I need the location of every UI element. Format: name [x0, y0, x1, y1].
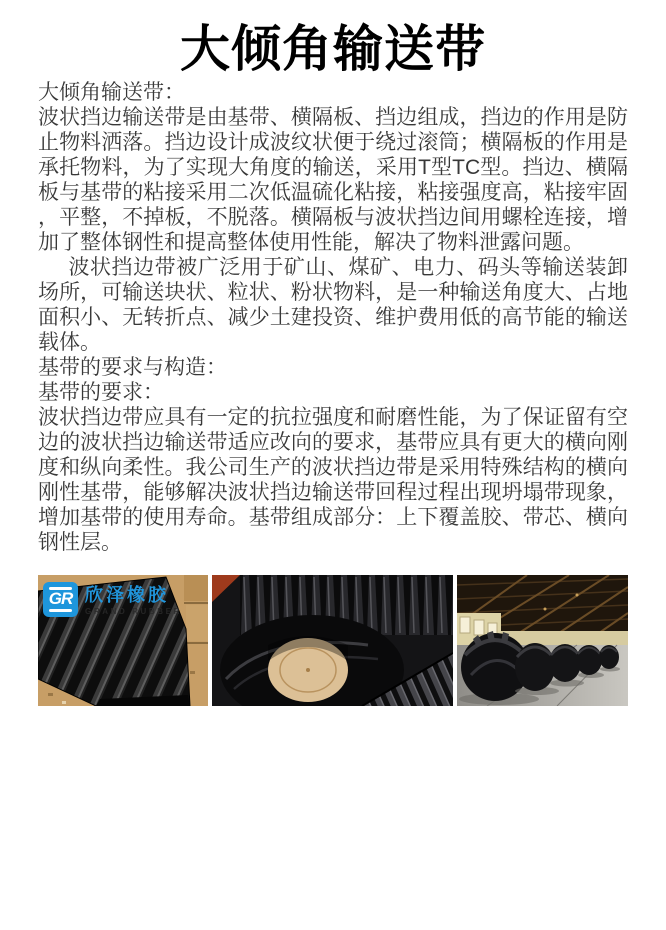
brand-name-chinese: 欣泽橡胶: [85, 585, 169, 605]
photo-coiled-belt-closeup: [212, 575, 453, 706]
brand-name-english: GRAND RUBBER: [85, 607, 182, 616]
brand-logo-icon: [43, 582, 78, 617]
brand-watermark: [43, 582, 182, 617]
warehouse-art: [457, 575, 628, 706]
logo-monogram: GR: [48, 588, 73, 608]
coiled-belt-closeup-art: [212, 575, 453, 706]
product-photo-row: [38, 575, 628, 706]
page-title: 大倾角输送带: [180, 21, 486, 77]
paragraph-base-belt-details: 波状挡边带应具有一定的抗拉强度和耐磨性能，为了保证留有空边的波状挡边输送带适应改向的要求，基带应具有更大的横向刚度和纵向柔性。我公司生产的波状挡边带是采用特殊结构的横向刚性基带，能够解决波状挡边输送带回程过程出现坍塌带现象，增加基带的使用寿命。基带组成部分：上下覆盖胶、带芯、横向钢性层。: [38, 406, 628, 554]
paragraph-belt-composition: 波状挡边输送带是由基带、横隔板、挡边组成，挡边的作用是防止物料洒落。挡边设计成波纹状便于绕过滚筒；横隔板的作用是承托物料，为了实现大角度的输送，采用T型TC型。挡边、横隔板与基带的粘接采用二次低温硫化粘接，粘接强度高，粘接牢固，平整，不掉板，不脱落。横隔板与波状挡边间用螺栓连接，增加了整体钢性和提高整体使用性能，解决了物料泄露问题。: [38, 106, 628, 254]
heading-base-belt-requirements: 基带的要求：: [38, 381, 164, 404]
logo-bar-bottom: [49, 609, 72, 612]
intro-heading: 大倾角输送带：: [38, 81, 185, 104]
photo-sidewall-belt-stack: [38, 575, 208, 706]
brand-name-block: [85, 582, 182, 617]
paragraph-belt-applications: 波状挡边带被广泛用于矿山、煤矿、电力、码头等输送装卸场所，可输送块状、粒状、粉状物料，是一种输送角度大、占地面积小、无转折点、减少土建投资、维护费用低的高节能的输送载体。: [38, 256, 628, 354]
photo-warehouse-belt-rows: [457, 575, 628, 706]
heading-base-belt-structure: 基带的要求与构造：: [38, 356, 227, 379]
